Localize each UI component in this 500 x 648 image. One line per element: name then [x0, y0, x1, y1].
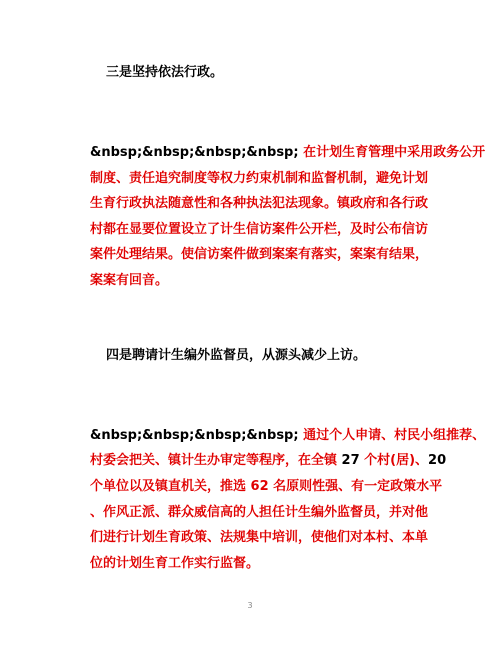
- paragraph-text: 通过个人申请、村民小组推荐、: [303, 428, 486, 443]
- paragraph-2-line-3: 个单位以及镇直机关，推选 62 名原则性强、有一定政策水平: [90, 479, 443, 494]
- paragraph-1-line-4: 村都在显要位置设立了计生信访案件公开栏，及时公布信访: [90, 222, 429, 237]
- paragraph-2-line-2: [90, 453, 446, 469]
- section-heading-4: 四是聘请计生编外监督员，从源头减少上访。: [106, 348, 367, 363]
- paragraph-2-line-1: [90, 428, 485, 444]
- paragraph-2-line-4: 、作风正派、群众威信高的人担任计生编外监督员，并对他: [90, 505, 429, 520]
- nbsp-prefix: &nbsp;&nbsp;&nbsp;&nbsp;: [90, 428, 304, 443]
- paragraph-text: 个村(居)、: [359, 453, 429, 468]
- section-heading-3: 三是坚持依法行政。: [106, 65, 224, 80]
- paragraph-1-line-5: 案件处理结果。使信访案件做到案案有落实，案案有结果，: [90, 247, 429, 262]
- paragraph-text: 在计划生育管理中采用政务公开: [303, 145, 486, 160]
- paragraph-1-line-1: [90, 145, 485, 161]
- village-count: 27: [341, 453, 360, 468]
- paragraph-2-line-6: 位的计划生育工作实行监督。: [90, 556, 260, 571]
- paragraph-text: 村委会把关、镇计生办审定等程序，在全镇: [90, 453, 342, 468]
- paragraph-1-line-6: 案案有回音。: [90, 273, 169, 288]
- paragraph-2-line-5: 们进行计划生育政策、法规集中培训，使他们对本村、本单: [90, 530, 429, 545]
- paragraph-1-line-2: 制度、责任追究制度等权力约束机制和监督机制，避免计划: [90, 171, 429, 186]
- nbsp-prefix: &nbsp;&nbsp;&nbsp;&nbsp;: [90, 145, 304, 160]
- page-number: 3: [247, 601, 253, 610]
- unit-count: 20: [428, 453, 447, 468]
- paragraph-1-line-3: 生育行政执法随意性和各种执法犯法现象。镇政府和各行政: [90, 196, 429, 211]
